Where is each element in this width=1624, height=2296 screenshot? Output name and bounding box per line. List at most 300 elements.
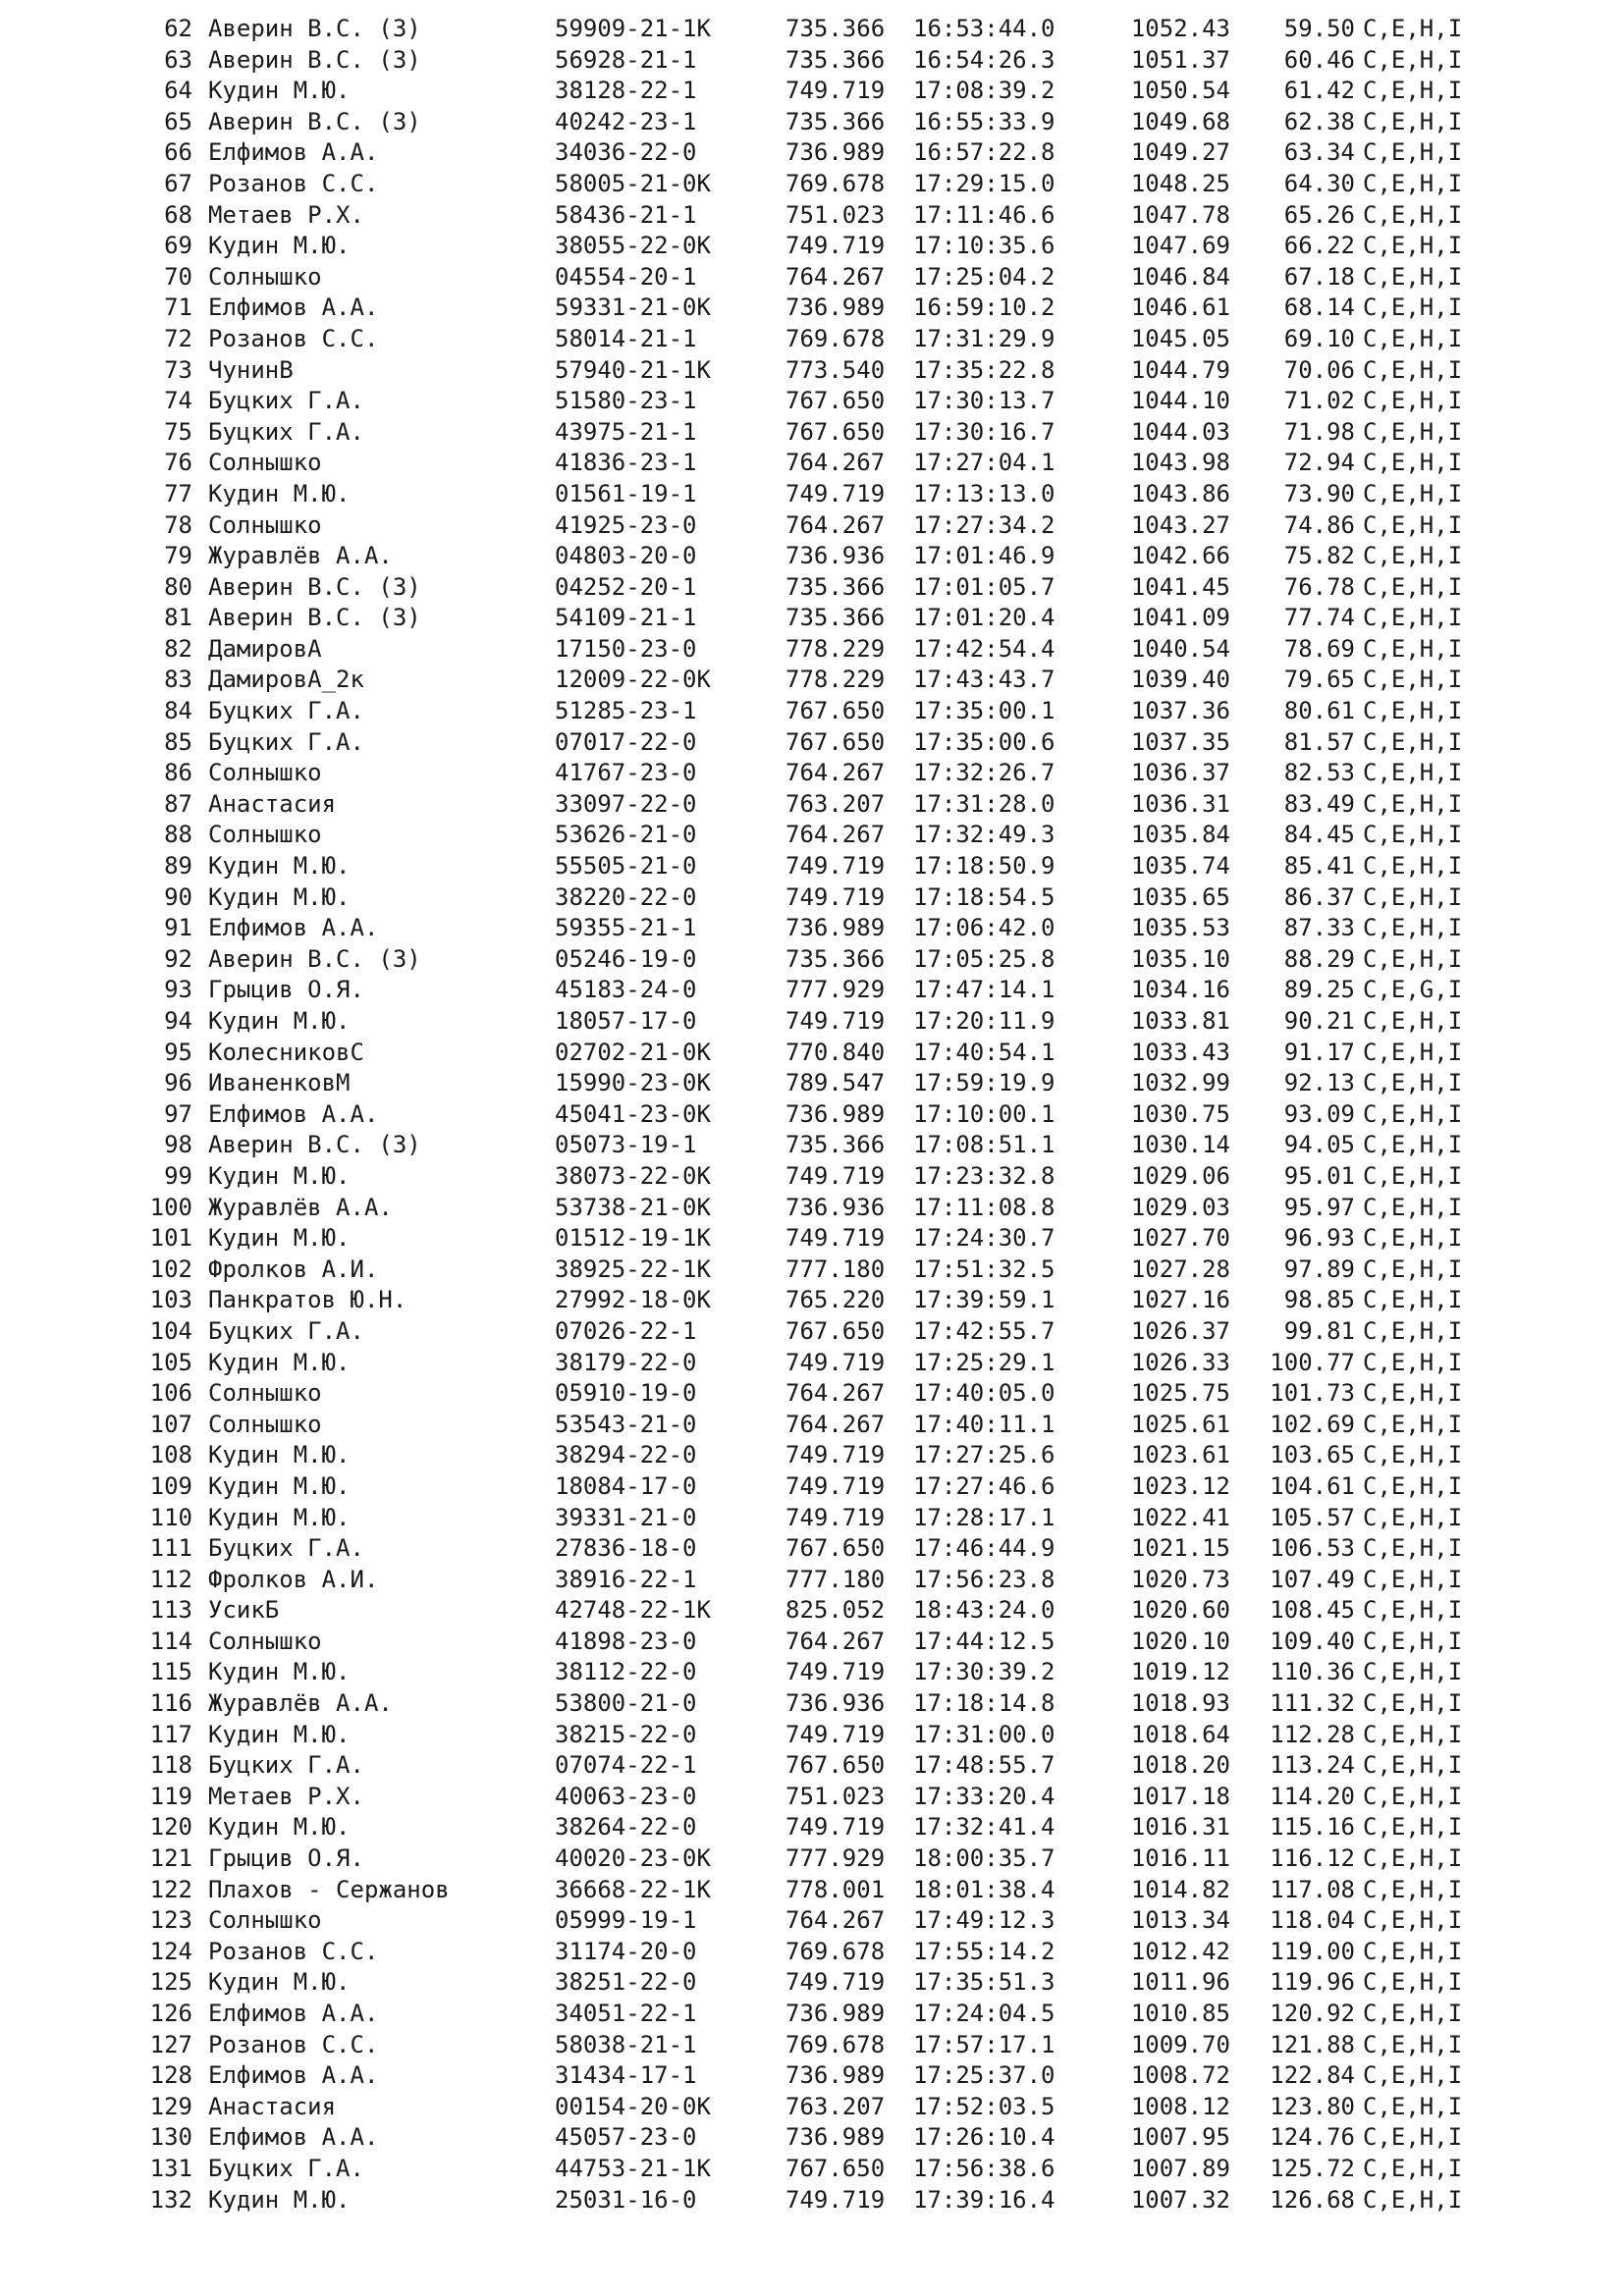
position-cell: 104 bbox=[149, 1316, 192, 1345]
speed-cell: 1049.68 bbox=[1130, 107, 1230, 135]
distance-cell: 736.989 bbox=[785, 138, 886, 167]
distance-cell: 767.650 bbox=[785, 387, 886, 415]
arrival-time-cell: 17:31:29.9 bbox=[913, 324, 1056, 352]
speed-cell: 1016.11 bbox=[1130, 1844, 1230, 1873]
categories-cell: C,E,H,I bbox=[1363, 1720, 1463, 1748]
table-row bbox=[0, 696, 1624, 727]
position-cell: 92 bbox=[164, 944, 192, 973]
ring-number-cell: 27836-18-0 bbox=[555, 1534, 697, 1563]
speed-cell: 1043.86 bbox=[1130, 479, 1230, 507]
arrival-time-cell: 17:47:14.1 bbox=[913, 976, 1056, 1004]
distance-cell: 778.001 bbox=[785, 1875, 886, 1903]
participant-name-cell: Солнышко bbox=[208, 262, 322, 291]
arrival-time-cell: 17:25:04.2 bbox=[913, 262, 1056, 291]
ring-number-cell: 31434-17-1 bbox=[555, 2061, 697, 2090]
ring-number-cell: 02702-21-0К bbox=[555, 1038, 711, 1066]
position-cell: 112 bbox=[149, 1565, 192, 1593]
table-row bbox=[0, 975, 1624, 1006]
speed-cell: 1009.70 bbox=[1130, 2030, 1230, 2058]
ring-number-cell: 05999-19-1 bbox=[555, 1906, 697, 1935]
ring-number-cell: 01512-19-1К bbox=[555, 1224, 711, 1253]
coefficient-cell: 123.80 bbox=[1270, 2092, 1355, 2120]
arrival-time-cell: 17:31:00.0 bbox=[913, 1720, 1056, 1748]
ring-number-cell: 42748-22-1К bbox=[555, 1596, 711, 1625]
coefficient-cell: 76.78 bbox=[1283, 572, 1355, 601]
participant-name-cell: Аверин В.С. (З) bbox=[208, 107, 421, 135]
speed-cell: 1035.74 bbox=[1130, 852, 1230, 881]
categories-cell: C,E,H,I bbox=[1363, 1316, 1463, 1345]
participant-name-cell: Панкратов Ю.Н. bbox=[208, 1286, 407, 1314]
position-cell: 77 bbox=[164, 479, 192, 507]
categories-cell: C,E,H,I bbox=[1363, 138, 1463, 167]
categories-cell: C,E,H,I bbox=[1363, 1069, 1463, 1097]
arrival-time-cell: 17:57:17.1 bbox=[913, 2030, 1056, 2058]
speed-cell: 1044.03 bbox=[1130, 417, 1230, 446]
categories-cell: C,E,H,I bbox=[1363, 1751, 1463, 1780]
categories-cell: C,E,H,I bbox=[1363, 944, 1463, 973]
arrival-time-cell: 17:49:12.3 bbox=[913, 1906, 1056, 1935]
coefficient-cell: 118.04 bbox=[1270, 1906, 1355, 1935]
distance-cell: 777.180 bbox=[785, 1565, 886, 1593]
position-cell: 64 bbox=[164, 77, 192, 105]
coefficient-cell: 64.30 bbox=[1283, 169, 1355, 197]
ring-number-cell: 45041-23-0К bbox=[555, 1099, 711, 1128]
coefficient-cell: 113.24 bbox=[1270, 1751, 1355, 1780]
participant-name-cell: Розанов С.С. bbox=[208, 2030, 379, 2058]
distance-cell: 736.989 bbox=[785, 2000, 886, 2027]
participant-name-cell: КолесниковС bbox=[208, 1038, 364, 1066]
distance-cell: 736.989 bbox=[785, 2061, 886, 2090]
ring-number-cell: 59331-21-0К bbox=[555, 294, 711, 322]
position-cell: 114 bbox=[149, 1627, 192, 1655]
ring-number-cell: 05246-19-0 bbox=[555, 944, 697, 973]
ring-number-cell: 01561-19-1 bbox=[555, 479, 697, 507]
table-row bbox=[0, 634, 1624, 666]
categories-cell: C,E,H,I bbox=[1363, 2154, 1463, 2182]
speed-cell: 1047.78 bbox=[1130, 200, 1230, 229]
ring-number-cell: 38264-22-0 bbox=[555, 1813, 697, 1842]
coefficient-cell: 96.93 bbox=[1283, 1224, 1355, 1253]
table-row bbox=[0, 1812, 1624, 1843]
speed-cell: 1016.31 bbox=[1130, 1813, 1230, 1842]
speed-cell: 1036.37 bbox=[1130, 759, 1230, 787]
distance-cell: 736.936 bbox=[785, 1193, 886, 1221]
coefficient-cell: 119.96 bbox=[1270, 1968, 1355, 1997]
distance-cell: 736.989 bbox=[785, 914, 886, 942]
position-cell: 66 bbox=[164, 138, 192, 167]
categories-cell: C,E,H,I bbox=[1363, 1844, 1463, 1873]
distance-cell: 749.719 bbox=[785, 882, 886, 911]
distance-cell: 749.719 bbox=[785, 1503, 886, 1531]
position-cell: 101 bbox=[149, 1224, 192, 1253]
speed-cell: 1033.81 bbox=[1130, 1007, 1230, 1035]
speed-cell: 1052.43 bbox=[1130, 15, 1230, 42]
arrival-time-cell: 17:18:14.8 bbox=[913, 1689, 1056, 1718]
table-row bbox=[0, 2092, 1624, 2123]
speed-cell: 1012.42 bbox=[1130, 1937, 1230, 1965]
speed-cell: 1020.60 bbox=[1130, 1596, 1230, 1625]
ring-number-cell: 18057-17-0 bbox=[555, 1007, 697, 1035]
distance-cell: 735.366 bbox=[785, 604, 886, 632]
speed-cell: 1020.10 bbox=[1130, 1627, 1230, 1655]
distance-cell: 749.719 bbox=[785, 1007, 886, 1035]
speed-cell: 1044.79 bbox=[1130, 355, 1230, 384]
speed-cell: 1042.66 bbox=[1130, 542, 1230, 570]
ring-number-cell: 05073-19-1 bbox=[555, 1131, 697, 1159]
categories-cell: C,E,H,I bbox=[1363, 2092, 1463, 2120]
distance-cell: 736.989 bbox=[785, 1099, 886, 1128]
participant-name-cell: Солнышко bbox=[208, 1627, 322, 1655]
participant-name-cell: Аверин В.С. (З) bbox=[208, 572, 421, 601]
participant-name-cell: Кудин М.Ю. bbox=[208, 77, 351, 105]
speed-cell: 1018.20 bbox=[1130, 1751, 1230, 1780]
position-cell: 79 bbox=[164, 542, 192, 570]
ring-number-cell: 38220-22-0 bbox=[555, 882, 697, 911]
speed-cell: 1013.34 bbox=[1130, 1906, 1230, 1935]
participant-name-cell: Солнышко bbox=[208, 1906, 322, 1935]
table-row bbox=[0, 1285, 1624, 1316]
participant-name-cell: ДамировА_2к bbox=[208, 666, 364, 694]
table-row bbox=[0, 1750, 1624, 1782]
participant-name-cell: Буцких Г.А. bbox=[208, 2154, 364, 2182]
coefficient-cell: 114.20 bbox=[1270, 1782, 1355, 1810]
position-cell: 127 bbox=[149, 2030, 192, 2058]
coefficient-cell: 103.65 bbox=[1270, 1441, 1355, 1469]
position-cell: 94 bbox=[164, 1007, 192, 1035]
coefficient-cell: 119.00 bbox=[1270, 1937, 1355, 1965]
coefficient-cell: 87.33 bbox=[1283, 914, 1355, 942]
coefficient-cell: 105.57 bbox=[1270, 1503, 1355, 1531]
categories-cell: C,E,H,I bbox=[1363, 1471, 1463, 1500]
distance-cell: 749.719 bbox=[785, 1441, 886, 1469]
table-row bbox=[0, 1193, 1624, 1224]
participant-name-cell: УсикБ bbox=[208, 1596, 280, 1625]
distance-cell: 735.366 bbox=[785, 15, 886, 42]
arrival-time-cell: 17:06:42.0 bbox=[913, 914, 1056, 942]
table-row bbox=[0, 479, 1624, 510]
coefficient-cell: 59.50 bbox=[1283, 15, 1355, 42]
speed-cell: 1037.35 bbox=[1130, 727, 1230, 756]
table-row bbox=[0, 45, 1624, 77]
coefficient-cell: 75.82 bbox=[1283, 542, 1355, 570]
distance-cell: 765.220 bbox=[785, 1286, 886, 1314]
speed-cell: 1048.25 bbox=[1130, 169, 1230, 197]
coefficient-cell: 121.88 bbox=[1270, 2030, 1355, 2058]
table-row bbox=[0, 820, 1624, 851]
position-cell: 93 bbox=[164, 976, 192, 1004]
table-row bbox=[0, 1038, 1624, 1069]
arrival-time-cell: 17:11:46.6 bbox=[913, 200, 1056, 229]
participant-name-cell: Аверин В.С. (З) bbox=[208, 1131, 421, 1159]
position-cell: 67 bbox=[164, 169, 192, 197]
speed-cell: 1021.15 bbox=[1130, 1534, 1230, 1563]
speed-cell: 1046.84 bbox=[1130, 262, 1230, 291]
position-cell: 121 bbox=[149, 1844, 192, 1873]
participant-name-cell: Буцких Г.А. bbox=[208, 1534, 364, 1563]
participant-name-cell: Журавлёв А.А. bbox=[208, 1689, 393, 1718]
ring-number-cell: 00154-20-0К bbox=[555, 2092, 711, 2120]
position-cell: 131 bbox=[149, 2154, 192, 2182]
table-row bbox=[0, 1782, 1624, 1813]
ring-number-cell: 36668-22-1К bbox=[555, 1875, 711, 1903]
ring-number-cell: 41898-23-0 bbox=[555, 1627, 697, 1655]
participant-name-cell: Розанов С.С. bbox=[208, 1937, 379, 1965]
coefficient-cell: 73.90 bbox=[1283, 479, 1355, 507]
speed-cell: 1043.27 bbox=[1130, 510, 1230, 539]
distance-cell: 749.719 bbox=[785, 1813, 886, 1842]
distance-cell: 749.719 bbox=[785, 1658, 886, 1686]
distance-cell: 735.366 bbox=[785, 107, 886, 135]
arrival-time-cell: 17:40:05.0 bbox=[913, 1379, 1056, 1408]
arrival-time-cell: 17:35:00.1 bbox=[913, 697, 1056, 725]
categories-cell: C,E,H,I bbox=[1363, 697, 1463, 725]
arrival-time-cell: 17:42:54.4 bbox=[913, 634, 1056, 663]
table-row bbox=[0, 1348, 1624, 1379]
speed-cell: 1041.09 bbox=[1130, 604, 1230, 632]
table-row bbox=[0, 1068, 1624, 1099]
table-row bbox=[0, 1999, 1624, 2030]
distance-cell: 777.180 bbox=[785, 1255, 886, 1283]
arrival-time-cell: 17:42:55.7 bbox=[913, 1316, 1056, 1345]
distance-cell: 764.267 bbox=[785, 1627, 886, 1655]
participant-name-cell: Солнышко bbox=[208, 449, 322, 477]
speed-cell: 1034.16 bbox=[1130, 976, 1230, 1004]
ring-number-cell: 55505-21-0 bbox=[555, 852, 697, 881]
participant-name-cell: Солнышко bbox=[208, 510, 322, 539]
position-cell: 89 bbox=[164, 852, 192, 881]
ring-number-cell: 38215-22-0 bbox=[555, 1720, 697, 1748]
distance-cell: 736.936 bbox=[785, 1689, 886, 1718]
table-row bbox=[0, 1967, 1624, 1999]
speed-cell: 1018.64 bbox=[1130, 1720, 1230, 1748]
table-row bbox=[0, 448, 1624, 479]
distance-cell: 764.267 bbox=[785, 1906, 886, 1935]
arrival-time-cell: 17:44:12.5 bbox=[913, 1627, 1056, 1655]
coefficient-cell: 71.98 bbox=[1283, 417, 1355, 446]
participant-name-cell: Фролков А.И. bbox=[208, 1255, 379, 1283]
arrival-time-cell: 17:35:00.6 bbox=[913, 727, 1056, 756]
position-cell: 76 bbox=[164, 449, 192, 477]
ring-number-cell: 38128-22-1 bbox=[555, 77, 697, 105]
categories-cell: C,E,H,I bbox=[1363, 200, 1463, 229]
ring-number-cell: 38179-22-0 bbox=[555, 1348, 697, 1376]
coefficient-cell: 80.61 bbox=[1283, 697, 1355, 725]
position-cell: 82 bbox=[164, 634, 192, 663]
ring-number-cell: 53626-21-0 bbox=[555, 821, 697, 849]
table-row bbox=[0, 137, 1624, 169]
table-row bbox=[0, 727, 1624, 759]
coefficient-cell: 60.46 bbox=[1283, 45, 1355, 74]
table-row bbox=[0, 572, 1624, 604]
ring-number-cell: 07026-22-1 bbox=[555, 1316, 697, 1345]
arrival-time-cell: 17:18:54.5 bbox=[913, 882, 1056, 911]
speed-cell: 1011.96 bbox=[1130, 1968, 1230, 1997]
coefficient-cell: 84.45 bbox=[1283, 821, 1355, 849]
coefficient-cell: 102.69 bbox=[1270, 1410, 1355, 1438]
coefficient-cell: 112.28 bbox=[1270, 1720, 1355, 1748]
arrival-time-cell: 17:25:29.1 bbox=[913, 1348, 1056, 1376]
coefficient-cell: 77.74 bbox=[1283, 604, 1355, 632]
arrival-time-cell: 17:01:46.9 bbox=[913, 542, 1056, 570]
speed-cell: 1026.37 bbox=[1130, 1316, 1230, 1345]
participant-name-cell: Розанов С.С. bbox=[208, 169, 379, 197]
ring-number-cell: 58038-21-1 bbox=[555, 2030, 697, 2058]
distance-cell: 764.267 bbox=[785, 759, 886, 787]
categories-cell: C,E,H,I bbox=[1363, 2123, 1463, 2152]
distance-cell: 777.929 bbox=[785, 976, 886, 1004]
speed-cell: 1019.12 bbox=[1130, 1658, 1230, 1686]
categories-cell: C,E,H,I bbox=[1363, 1038, 1463, 1066]
coefficient-cell: 68.14 bbox=[1283, 294, 1355, 322]
speed-cell: 1022.41 bbox=[1130, 1503, 1230, 1531]
participant-name-cell: Кудин М.Ю. bbox=[208, 1813, 351, 1842]
coefficient-cell: 120.92 bbox=[1270, 2000, 1355, 2027]
table-row bbox=[0, 1875, 1624, 1906]
table-row bbox=[0, 1905, 1624, 1937]
arrival-time-cell: 17:27:25.6 bbox=[913, 1441, 1056, 1469]
table-row bbox=[0, 231, 1624, 262]
participant-name-cell: Кудин М.Ю. bbox=[208, 2185, 351, 2214]
speed-cell: 1037.36 bbox=[1130, 697, 1230, 725]
participant-name-cell: Буцких Г.А. bbox=[208, 697, 364, 725]
arrival-time-cell: 17:30:13.7 bbox=[913, 387, 1056, 415]
participant-name-cell: Фролков А.И. bbox=[208, 1565, 379, 1593]
position-cell: 71 bbox=[164, 294, 192, 322]
participant-name-cell: Солнышко bbox=[208, 821, 322, 849]
ring-number-cell: 40242-23-1 bbox=[555, 107, 697, 135]
speed-cell: 1035.53 bbox=[1130, 914, 1230, 942]
participant-name-cell: Буцких Г.А. bbox=[208, 387, 364, 415]
coefficient-cell: 100.77 bbox=[1270, 1348, 1355, 1376]
ring-number-cell: 33097-22-0 bbox=[555, 789, 697, 818]
ring-number-cell: 51285-23-1 bbox=[555, 697, 697, 725]
position-cell: 123 bbox=[149, 1906, 192, 1935]
position-cell: 97 bbox=[164, 1099, 192, 1128]
coefficient-cell: 95.97 bbox=[1283, 1193, 1355, 1221]
distance-cell: 764.267 bbox=[785, 510, 886, 539]
speed-cell: 1045.05 bbox=[1130, 324, 1230, 352]
ring-number-cell: 38925-22-1К bbox=[555, 1255, 711, 1283]
participant-name-cell: Анастасия bbox=[208, 789, 337, 818]
arrival-time-cell: 16:57:22.8 bbox=[913, 138, 1056, 167]
categories-cell: C,E,H,I bbox=[1363, 107, 1463, 135]
position-cell: 85 bbox=[164, 727, 192, 756]
table-row bbox=[0, 1657, 1624, 1688]
arrival-time-cell: 17:56:23.8 bbox=[913, 1565, 1056, 1593]
table-row bbox=[0, 1099, 1624, 1131]
distance-cell: 778.229 bbox=[785, 634, 886, 663]
table-row bbox=[0, 1720, 1624, 1751]
coefficient-cell: 107.49 bbox=[1270, 1565, 1355, 1593]
position-cell: 86 bbox=[164, 759, 192, 787]
categories-cell: C,E,H,I bbox=[1363, 355, 1463, 384]
participant-name-cell: ЧунинВ bbox=[208, 355, 294, 384]
participant-name-cell: Елфимов А.А. bbox=[208, 914, 379, 942]
ring-number-cell: 38251-22-0 bbox=[555, 1968, 697, 1997]
arrival-time-cell: 17:30:16.7 bbox=[913, 417, 1056, 446]
distance-cell: 736.989 bbox=[785, 2123, 886, 2152]
categories-cell: C,E,H,I bbox=[1363, 1348, 1463, 1376]
position-cell: 75 bbox=[164, 417, 192, 446]
categories-cell: C,E,H,I bbox=[1363, 1968, 1463, 1997]
arrival-time-cell: 17:31:28.0 bbox=[913, 789, 1056, 818]
participant-name-cell: Кудин М.Ю. bbox=[208, 1658, 351, 1686]
table-row bbox=[0, 665, 1624, 696]
coefficient-cell: 124.76 bbox=[1270, 2123, 1355, 2152]
position-cell: 70 bbox=[164, 262, 192, 291]
ring-number-cell: 56928-21-1 bbox=[555, 45, 697, 74]
position-cell: 125 bbox=[149, 1968, 192, 1997]
coefficient-cell: 115.16 bbox=[1270, 1813, 1355, 1842]
arrival-time-cell: 17:32:26.7 bbox=[913, 759, 1056, 787]
position-cell: 126 bbox=[149, 2000, 192, 2027]
participant-name-cell: Солнышко bbox=[208, 1410, 322, 1438]
arrival-time-cell: 18:43:24.0 bbox=[913, 1596, 1056, 1625]
categories-cell: C,E,G,I bbox=[1363, 976, 1463, 1004]
distance-cell: 767.650 bbox=[785, 727, 886, 756]
participant-name-cell: Аверин В.С. (З) bbox=[208, 15, 421, 42]
ring-number-cell: 40063-23-0 bbox=[555, 1782, 697, 1810]
arrival-time-cell: 17:27:04.1 bbox=[913, 449, 1056, 477]
table-row bbox=[0, 851, 1624, 882]
participant-name-cell: Плахов - Сержанов bbox=[208, 1875, 450, 1903]
coefficient-cell: 65.26 bbox=[1283, 200, 1355, 229]
categories-cell: C,E,H,I bbox=[1363, 1161, 1463, 1190]
distance-cell: 764.267 bbox=[785, 1379, 886, 1408]
categories-cell: C,E,H,I bbox=[1363, 852, 1463, 881]
coefficient-cell: 97.89 bbox=[1283, 1255, 1355, 1283]
speed-cell: 1007.95 bbox=[1130, 2123, 1230, 2152]
ring-number-cell: 07074-22-1 bbox=[555, 1751, 697, 1780]
position-cell: 103 bbox=[149, 1286, 192, 1314]
coefficient-cell: 62.38 bbox=[1283, 107, 1355, 135]
position-cell: 96 bbox=[164, 1069, 192, 1097]
position-cell: 65 bbox=[164, 107, 192, 135]
ring-number-cell: 45183-24-0 bbox=[555, 976, 697, 1004]
position-cell: 111 bbox=[149, 1534, 192, 1563]
speed-cell: 1043.98 bbox=[1130, 449, 1230, 477]
participant-name-cell: Солнышко bbox=[208, 1379, 322, 1408]
coefficient-cell: 82.53 bbox=[1283, 759, 1355, 787]
participant-name-cell: Кудин М.Ю. bbox=[208, 1348, 351, 1376]
arrival-time-cell: 17:28:17.1 bbox=[913, 1503, 1056, 1531]
speed-cell: 1046.61 bbox=[1130, 294, 1230, 322]
categories-cell: C,E,H,I bbox=[1363, 1503, 1463, 1531]
speed-cell: 1007.32 bbox=[1130, 2185, 1230, 2214]
ring-number-cell: 04803-20-0 bbox=[555, 542, 697, 570]
ring-number-cell: 43975-21-1 bbox=[555, 417, 697, 446]
categories-cell: C,E,H,I bbox=[1363, 2000, 1463, 2027]
distance-cell: 767.650 bbox=[785, 697, 886, 725]
distance-cell: 769.678 bbox=[785, 1937, 886, 1965]
ring-number-cell: 45057-23-0 bbox=[555, 2123, 697, 2152]
arrival-time-cell: 17:26:10.4 bbox=[913, 2123, 1056, 2152]
participant-name-cell: Кудин М.Ю. bbox=[208, 1471, 351, 1500]
table-row bbox=[0, 1503, 1624, 1534]
categories-cell: C,E,H,I bbox=[1363, 1255, 1463, 1283]
ring-number-cell: 58005-21-0К bbox=[555, 169, 711, 197]
arrival-time-cell: 17:40:54.1 bbox=[913, 1038, 1056, 1066]
categories-cell: C,E,H,I bbox=[1363, 666, 1463, 694]
coefficient-cell: 108.45 bbox=[1270, 1596, 1355, 1625]
ring-number-cell: 04252-20-1 bbox=[555, 572, 697, 601]
arrival-time-cell: 17:32:49.3 bbox=[913, 821, 1056, 849]
participant-name-cell: Солнышко bbox=[208, 759, 322, 787]
coefficient-cell: 117.08 bbox=[1270, 1875, 1355, 1903]
speed-cell: 1030.14 bbox=[1130, 1131, 1230, 1159]
position-cell: 74 bbox=[164, 387, 192, 415]
speed-cell: 1051.37 bbox=[1130, 45, 1230, 74]
